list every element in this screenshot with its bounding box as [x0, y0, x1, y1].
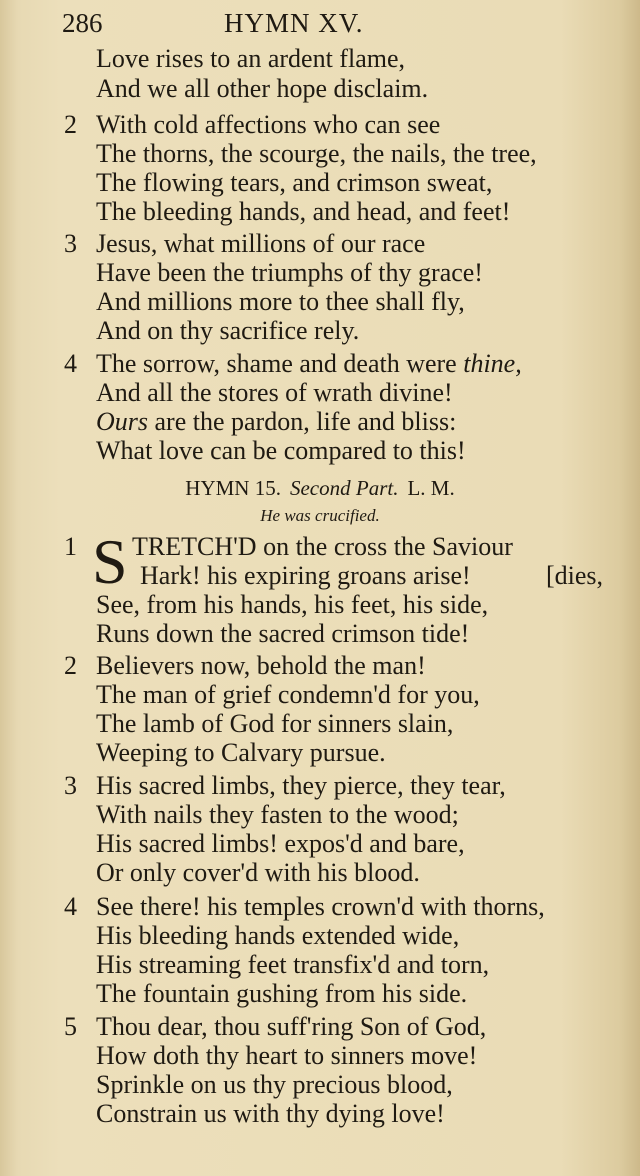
verse-line: The sorrow, shame and death were thine,	[96, 349, 522, 378]
verse-line: Weeping to Calvary pursue.	[96, 738, 386, 767]
verse-line: His bleeding hands extended wide,	[96, 921, 460, 950]
verse-line: Believers now, behold the man!	[96, 651, 426, 680]
verse-line: And millions more to thee shall fly,	[96, 287, 465, 316]
drop-cap: S	[92, 526, 128, 597]
verse-line: Sprinkle on us thy precious blood,	[96, 1070, 453, 1099]
stanza-number: 3	[64, 229, 77, 258]
verse-line: His sacred limbs, they pierce, they tear,	[96, 771, 506, 800]
verse-line: The thorns, the scourge, the nails, the tree,	[96, 139, 537, 168]
verse-line: The flowing tears, and crimson sweat,	[96, 168, 493, 197]
verse-line: What love can be compared to this!	[96, 436, 466, 465]
verse-line: His streaming feet transfix'd and torn,	[96, 950, 490, 979]
verse-line: And all the stores of wrath divine!	[96, 378, 453, 407]
stanza-number: 1	[64, 532, 77, 561]
hymn-subtitle: He was crucified.	[260, 506, 380, 525]
verse-line: With nails they fasten to the wood;	[96, 800, 459, 829]
verse-line: Runs down the sacred crimson tide!	[96, 619, 470, 648]
stanza-number: 4	[64, 349, 77, 378]
verse-line: And we all other hope disclaim.	[96, 74, 429, 103]
stanza-number: 5	[64, 1012, 77, 1041]
verse-line: Or only cover'd with his blood.	[96, 858, 420, 887]
verse-line: Thou dear, thou suff'ring Son of God,	[96, 1012, 487, 1041]
page-header	[62, 8, 622, 44]
stanza-number: 2	[64, 651, 77, 680]
verse-line: See there! his temples crown'd with thorns,	[96, 892, 545, 921]
verse-line: The lamb of God for sinners slain,	[96, 709, 454, 738]
verse-line: His sacred limbs! expos'd and bare,	[96, 829, 465, 858]
verse-line: And on thy sacrifice rely.	[96, 316, 360, 345]
verse-line: The man of grief condemn'd for you,	[96, 680, 480, 709]
verse-line: TRETCH'D on the cross the Saviour	[132, 532, 513, 561]
verse-line: Love rises to an ardent flame,	[96, 44, 405, 73]
stanza-number: 4	[64, 892, 77, 921]
page-number: 286	[62, 8, 103, 38]
verse-line: How doth thy heart to sinners move!	[96, 1041, 478, 1070]
verse-line: The fountain gushing from his side.	[96, 979, 468, 1008]
stanza-number: 3	[64, 771, 77, 800]
verse-line: The bleeding hands, and head, and feet!	[96, 197, 511, 226]
verse-line: Jesus, what millions of our race	[96, 229, 426, 258]
verse-line: See, from his hands, his feet, his side,	[96, 590, 489, 619]
verse-line: Hark! his expiring groans arise!	[140, 561, 471, 590]
verse-line: Ours are the pardon, life and bliss:	[96, 407, 457, 436]
hymn-heading: HYMN 15. Second Part. L. M.	[185, 476, 455, 500]
verse-line: With cold affections who can see	[96, 110, 441, 139]
verse-line: Constrain us with thy dying love!	[96, 1099, 445, 1128]
turnover-word: [dies,	[546, 561, 604, 590]
stanza-number: 2	[64, 110, 77, 139]
running-title: HYMN XV.	[224, 8, 364, 38]
verse-line: Have been the triumphs of thy grace!	[96, 258, 483, 287]
